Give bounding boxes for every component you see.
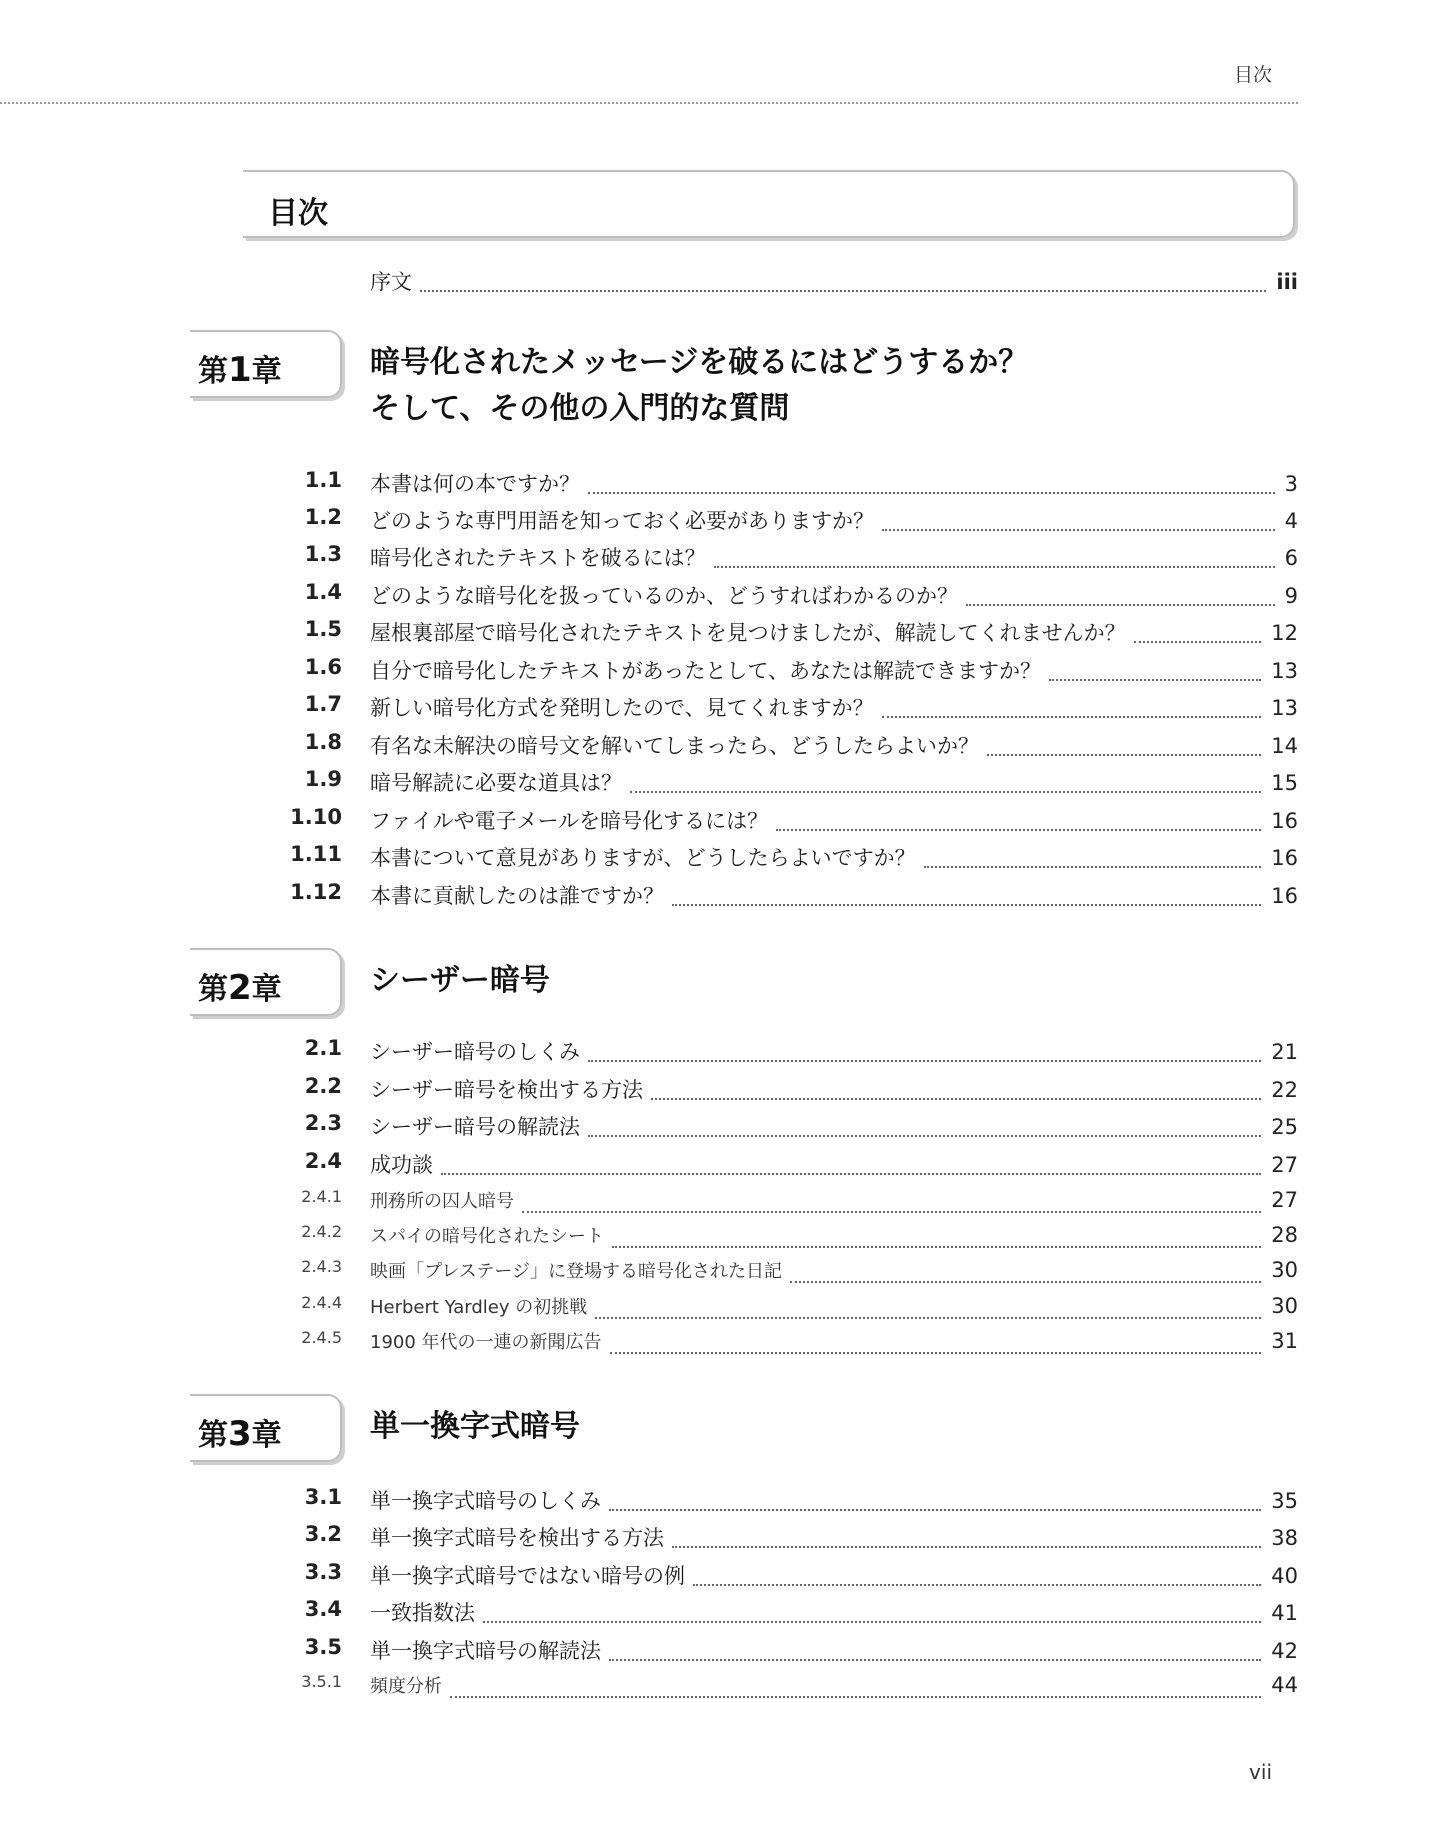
leader-dots — [420, 290, 1266, 292]
toc-entry[interactable] — [304, 692, 1298, 724]
toc-subentry[interactable] — [301, 1672, 1298, 1704]
toc-entry-preface[interactable] — [370, 266, 1298, 298]
entry-number: 1.12 — [290, 880, 342, 904]
entry-page: iii — [1276, 270, 1298, 294]
leader-dots — [588, 1060, 1261, 1062]
leader-dots — [450, 1696, 1261, 1698]
leader-dots — [693, 1584, 1261, 1586]
toc-subentry[interactable] — [301, 1257, 1298, 1289]
entry-text: 暗号解読に必要な道具は？ — [370, 771, 622, 795]
entry-text: 単一換字式暗号の解読法 — [370, 1639, 601, 1663]
entry-text: 単一換字式暗号を検出する方法 — [370, 1526, 664, 1550]
toc-entry[interactable] — [304, 1560, 1298, 1592]
leader-dots — [610, 1352, 1262, 1354]
entry-page: 13 — [1271, 659, 1298, 683]
entry-text: スパイの暗号化されたシート — [370, 1226, 604, 1247]
entry-page: 35 — [1271, 1489, 1298, 1513]
header-rule — [0, 102, 1298, 104]
entry-text: Herbert Yardley の初挑戦 — [370, 1297, 588, 1318]
entry-number: 2.4.2 — [301, 1222, 342, 1241]
entry-page: 28 — [1271, 1223, 1298, 1247]
entry-number: 2.3 — [304, 1111, 342, 1135]
leader-dots — [987, 754, 1261, 756]
toc-entry[interactable] — [304, 1149, 1298, 1181]
entry-page: 42 — [1271, 1639, 1298, 1663]
entry-page: 30 — [1271, 1258, 1298, 1282]
entry-text: シーザー暗号のしくみ — [370, 1040, 580, 1064]
entry-page: 31 — [1271, 1329, 1298, 1353]
entry-page: 27 — [1271, 1153, 1298, 1177]
toc-entry[interactable] — [304, 505, 1298, 537]
entry-page: 30 — [1271, 1294, 1298, 1318]
toc-subentry[interactable] — [301, 1222, 1298, 1254]
leader-dots — [776, 829, 1261, 831]
toc-entry[interactable] — [304, 1522, 1298, 1554]
entry-text: 新しい暗号化方式を発明したので、見てくれますか？ — [370, 696, 874, 720]
toc-entry[interactable] — [290, 805, 1298, 837]
entry-text: どのような暗号化を扱っているのか、どうすればわかるのか？ — [370, 584, 958, 608]
toc-entry[interactable] — [304, 767, 1298, 799]
leader-dots — [612, 1246, 1261, 1248]
chapter-1-label: 第1章 — [198, 350, 282, 390]
entry-number: 3.5 — [304, 1635, 342, 1659]
entry-number: 1.9 — [304, 767, 342, 791]
entry-text: 暗号化されたテキストを破るには？ — [370, 546, 706, 570]
toc-title-frame — [243, 170, 1295, 238]
entry-number: 1.11 — [290, 842, 342, 866]
toc-entry[interactable] — [290, 880, 1298, 912]
leader-dots — [714, 566, 1275, 568]
toc-entry[interactable] — [304, 1036, 1298, 1068]
entry-text: 本書は何の本ですか？ — [370, 472, 580, 496]
leader-dots — [588, 492, 1275, 494]
leader-dots — [672, 904, 1261, 906]
entry-text: 刑務所の囚人暗号 — [370, 1191, 514, 1212]
entry-number: 1.2 — [304, 505, 342, 529]
toc-entry[interactable] — [304, 1635, 1298, 1667]
toc-entry[interactable] — [304, 655, 1298, 687]
entry-number: 1.6 — [304, 655, 342, 679]
entry-page: 16 — [1271, 884, 1298, 908]
entry-number: 1.8 — [304, 730, 342, 754]
leader-dots — [1134, 641, 1262, 643]
leader-dots — [882, 716, 1262, 718]
chapter-2-label: 第2章 — [198, 968, 282, 1008]
entry-text: どのような専門用語を知っておく必要がありますか？ — [370, 509, 874, 533]
entry-text: シーザー暗号を検出する方法 — [370, 1078, 643, 1102]
leader-dots — [790, 1281, 1261, 1283]
entry-page: 38 — [1271, 1526, 1298, 1550]
entry-number: 3.3 — [304, 1560, 342, 1584]
running-head: 目次 — [1233, 64, 1272, 86]
chapter-3-title[interactable]: 単一換字式暗号 — [370, 1409, 580, 1444]
toc-title: 目次 — [268, 196, 328, 231]
chapter-2-title[interactable]: シーザー暗号 — [370, 963, 550, 998]
toc-entry[interactable] — [304, 730, 1298, 762]
entry-page: 16 — [1271, 846, 1298, 870]
entry-number: 3.1 — [304, 1485, 342, 1509]
entry-number: 2.4.5 — [301, 1328, 342, 1347]
entry-number: 1.3 — [304, 542, 342, 566]
entry-number: 2.1 — [304, 1036, 342, 1060]
entry-text: 一致指数法 — [370, 1601, 475, 1625]
entry-page: 16 — [1271, 809, 1298, 833]
leader-dots — [882, 529, 1275, 531]
entry-page: 40 — [1271, 1564, 1298, 1588]
entry-page: 6 — [1284, 546, 1298, 570]
entry-page: 9 — [1284, 584, 1298, 608]
toc-entry[interactable] — [304, 468, 1298, 500]
entry-number: 2.4.4 — [301, 1293, 342, 1312]
leader-dots — [595, 1317, 1261, 1319]
leader-dots — [651, 1098, 1261, 1100]
chapter-1-title[interactable]: 暗号化されたメッセージを破るにはどうするか？ そして、その他の入門的な質問 — [370, 345, 1029, 426]
leader-dots — [588, 1135, 1261, 1137]
leader-dots — [609, 1509, 1261, 1511]
toc-entry[interactable] — [304, 580, 1298, 612]
entry-number: 2.4 — [304, 1149, 342, 1173]
entry-page: 15 — [1271, 771, 1298, 795]
page-number: vii — [1249, 1760, 1272, 1784]
entry-text: 映画「プレステージ」に登場する暗号化された日記 — [370, 1261, 783, 1282]
entry-page: 25 — [1271, 1115, 1298, 1139]
leader-dots — [966, 604, 1275, 606]
entry-number: 1.1 — [304, 468, 342, 492]
toc-entry[interactable] — [304, 1597, 1298, 1629]
toc-entry[interactable] — [290, 842, 1298, 874]
toc-subentry[interactable] — [301, 1187, 1298, 1219]
toc-subentry[interactable] — [301, 1293, 1298, 1325]
entry-text: 1900 年代の一連の新聞広告 — [370, 1332, 602, 1353]
entry-number: 1.7 — [304, 692, 342, 716]
entry-text: 単一換字式暗号のしくみ — [370, 1489, 601, 1513]
entry-number: 3.5.1 — [301, 1672, 342, 1691]
toc-entry[interactable] — [304, 617, 1298, 649]
toc-entry[interactable] — [304, 1485, 1298, 1517]
entry-page: 3 — [1284, 472, 1298, 496]
entry-number: 1.10 — [290, 805, 342, 829]
entry-text: 本書に貢献したのは誰ですか？ — [370, 884, 664, 908]
entry-page: 14 — [1271, 734, 1298, 758]
chapter-3-label: 第3章 — [198, 1414, 282, 1454]
leader-dots — [672, 1546, 1261, 1548]
entry-page: 13 — [1271, 696, 1298, 720]
entry-text: 有名な未解決の暗号文を解いてしまったら、どうしたらよいか？ — [370, 734, 979, 758]
leader-dots — [441, 1173, 1261, 1175]
leader-dots — [630, 791, 1261, 793]
entry-text: 本書について意見がありますが、どうしたらよいですか？ — [370, 846, 916, 870]
entry-number: 3.4 — [304, 1597, 342, 1621]
entry-number: 1.4 — [304, 580, 342, 604]
entry-page: 44 — [1271, 1673, 1298, 1697]
toc-entry[interactable] — [304, 1111, 1298, 1143]
entry-text: 頻度分析 — [370, 1676, 442, 1697]
entry-page: 41 — [1271, 1601, 1298, 1625]
entry-text: シーザー暗号の解読法 — [370, 1115, 580, 1139]
entry-text: 序文 — [370, 270, 412, 294]
toc-entry[interactable] — [304, 542, 1298, 574]
entry-page: 4 — [1284, 509, 1298, 533]
entry-page: 12 — [1271, 621, 1298, 645]
entry-number: 2.4.3 — [301, 1257, 342, 1276]
entry-text: 単一換字式暗号ではない暗号の例 — [370, 1564, 685, 1588]
leader-dots — [924, 866, 1262, 868]
entry-text: 成功談 — [370, 1153, 433, 1177]
entry-page: 22 — [1271, 1078, 1298, 1102]
toc-subentry[interactable] — [301, 1328, 1298, 1360]
entry-text: ファイルや電子メールを暗号化するには？ — [370, 809, 769, 833]
leader-dots — [483, 1621, 1261, 1623]
entry-number: 2.2 — [304, 1074, 342, 1098]
toc-entry[interactable] — [304, 1074, 1298, 1106]
entry-text: 屋根裏部屋で暗号化されたテキストを見つけましたが、解読してくれませんか？ — [370, 621, 1126, 645]
entry-page: 21 — [1271, 1040, 1298, 1064]
entry-text: 自分で暗号化したテキストがあったとして、あなたは解読できますか？ — [370, 659, 1041, 683]
leader-dots — [1049, 679, 1261, 681]
leader-dots — [522, 1211, 1261, 1213]
entry-number: 1.5 — [304, 617, 342, 641]
entry-page: 27 — [1271, 1188, 1298, 1212]
entry-number: 3.2 — [304, 1522, 342, 1546]
leader-dots — [609, 1659, 1261, 1661]
entry-number: 2.4.1 — [301, 1187, 342, 1206]
